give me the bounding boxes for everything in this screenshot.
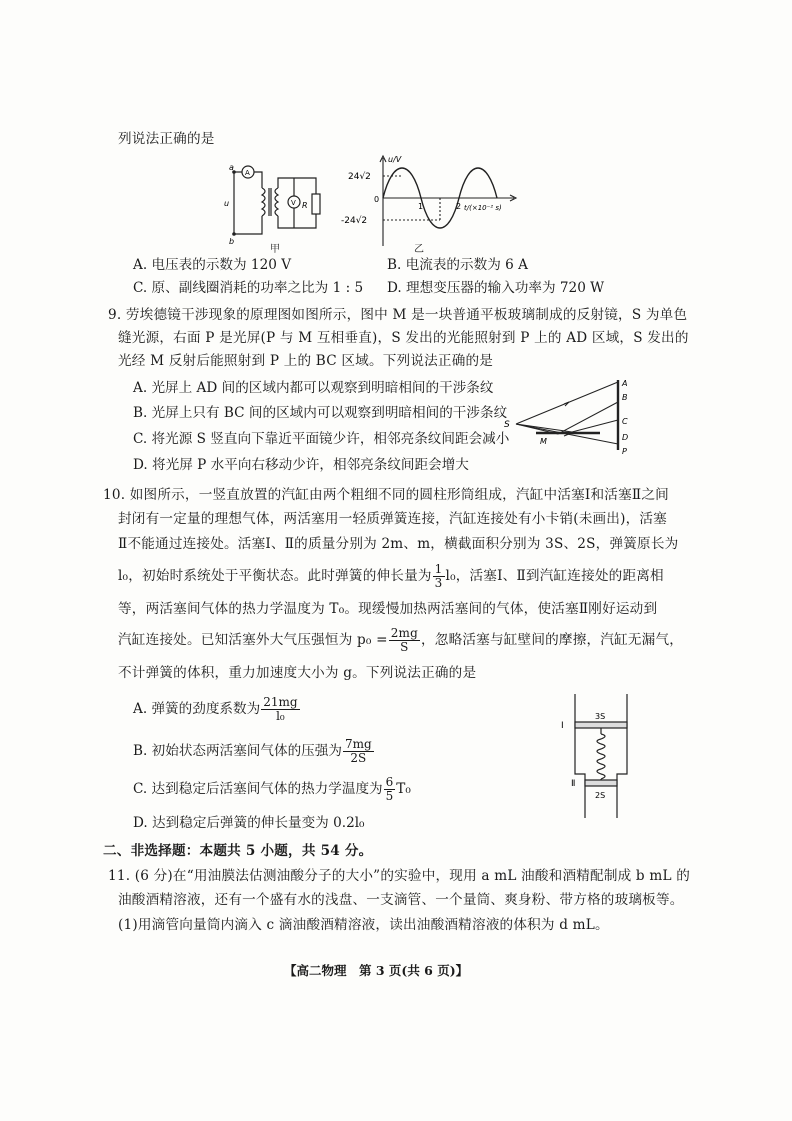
screen-p-label: P <box>622 447 627 456</box>
y-max-label: 24√2 <box>348 172 371 182</box>
q10-stem-line-6 <box>118 627 683 654</box>
q10-option-b <box>133 738 375 765</box>
q10-option-a-fraction <box>261 696 299 723</box>
q10-option-b-fraction <box>343 738 374 765</box>
terminal-a-label: a <box>229 163 234 172</box>
q10-option-a-text: A. 弹簧的劲度系数为 <box>133 701 261 717</box>
q10-stem-line-3: Ⅱ不能通过连接处。活塞Ⅰ、Ⅱ的质量分别为 2m、m，横截面积分别为 3S、2S，弹簧原长为 <box>118 536 679 552</box>
figure-yi-caption: 乙 <box>414 244 424 255</box>
resistor-label: R <box>302 201 308 210</box>
q9-option-d: D. 将光屏 P 水平向右移动少许，相邻亮条纹间距会增大 <box>133 457 469 473</box>
q10-stem-line-4 <box>118 563 664 590</box>
fraction-denominator: S <box>400 640 409 654</box>
fraction-numerator: 7mg <box>344 737 372 751</box>
tick-1-label: 1 <box>418 202 424 211</box>
q11-stem-line-3: (1)用滴管向量筒内滴入 c 滴油酸酒精溶液，读出油酸酒精溶液的体积为 d mL。 <box>118 917 609 933</box>
point-d-label: D <box>622 433 629 442</box>
y-axis-label: u/V <box>388 155 402 164</box>
q9-stem-line-1: 9. 劳埃德镜干涉现象的原理图如图所示，图中 M 是一块普通平板玻璃制成的反射镜，S 为单色 <box>108 307 688 323</box>
fraction-numerator: 2mg <box>390 626 418 640</box>
voltage-u-label: u <box>224 199 230 208</box>
mirror-m-label: M <box>540 437 547 446</box>
q10-option-c-suffix: T₀ <box>396 781 411 797</box>
piston-2-label: Ⅱ <box>571 779 576 789</box>
q9-option-c: C. 将光源 S 竖直向下靠近平面镜少许，相邻亮条纹间距会减小 <box>133 431 510 447</box>
page-footer: 【高二物理 第 3 页(共 6 页)】 <box>284 963 469 978</box>
q10-line6-text-b: ，忽略活塞与缸壁间的摩擦，汽缸无漏气， <box>420 632 684 648</box>
q10-option-a <box>133 696 301 723</box>
area-2s-label: 2S <box>595 791 606 800</box>
fraction-denominator: 3 <box>434 576 443 590</box>
q10-option-c-text: C. 达到稳定后活塞间气体的热力学温度为 <box>133 781 383 797</box>
transformer-circuit-diagram <box>220 162 330 250</box>
q8-option-c: C. 原、副线圈消耗的功率之比为 1 : 5 <box>133 280 364 296</box>
q10-option-b-text: B. 初始状态两活塞间气体的压强为 <box>133 743 342 759</box>
ammeter-icon: A <box>245 169 250 177</box>
figure-jia-caption: 甲 <box>270 244 280 255</box>
q10-stem-line-7: 不计弹簧的体积，重力加速度大小为 g。下列说法正确的是 <box>118 665 477 681</box>
q10-line4-fraction <box>433 563 445 590</box>
q10-stem-line-1: 10. 如图所示，一竖直放置的汽缸由两个粗细不同的圆柱形筒组成，汽缸中活塞Ⅰ和活塞Ⅱ之间 <box>103 487 669 503</box>
q10-stem-line-5: 等，两活塞间气体的热力学温度为 T₀。现缓慢加热两活塞间的气体，使活塞Ⅱ刚好运动到 <box>118 601 658 617</box>
q10-line4-text-b: l₀，活塞Ⅰ、Ⅱ到汽缸连接处的距离相 <box>445 568 664 584</box>
q10-stem-line-2: 封闭有一定量的理想气体，两活塞用一轻质弹簧连接，汽缸连接处有小卡销(未画出)，活塞 <box>118 511 667 527</box>
q10-option-d: D. 达到稳定后弹簧的伸长量变为 0.2l₀ <box>133 815 365 831</box>
q10-line6-fraction <box>389 627 420 654</box>
fraction-numerator: 6 <box>385 775 394 789</box>
point-b-label: B <box>622 393 628 402</box>
y-min-label: -24√2 <box>341 216 368 226</box>
section-2-title: 二、非选择题：本题共 5 小题，共 54 分。 <box>103 843 373 859</box>
q9-stem-line-2: 缝光源，右面 P 是光屏(P 与 M 互相垂直)，S 发出的光能照射到 P 上的 AD 区域，S 发出的 <box>118 330 689 346</box>
q9-stem-line-3: 光经 M 反射后能照射到 P 上的 BC 区域。下列说法正确的是 <box>118 353 494 369</box>
origin-label: 0 <box>374 195 380 204</box>
q10-line6-text-a: 汽缸连接处。已知活塞外大气压强恒为 p₀ = <box>118 632 388 648</box>
q10-option-c <box>133 776 411 803</box>
fraction-denominator: l₀ <box>276 709 285 723</box>
q9-option-a: A. 光屏上 AD 间的区域内都可以观察到明暗相间的干涉条纹 <box>133 380 494 396</box>
point-a-label: A <box>622 379 628 388</box>
q11-stem-line-1: 11. (6 分)在“用油膜法估测油酸分子的大小”的实验中，现用 a mL 油酸和酒精配制成 b mL 的 <box>108 868 690 884</box>
x-axis-label: t/(×10⁻² s) <box>464 204 502 212</box>
q8-option-b: B. 电流表的示数为 6 A <box>387 257 528 273</box>
area-3s-label: 3S <box>595 712 606 721</box>
fraction-denominator: 5 <box>385 789 394 803</box>
q8-option-a: A. 电压表的示数为 120 V <box>133 257 292 273</box>
voltage-waveform-graph <box>338 152 528 252</box>
terminal-b-label: b <box>229 237 235 246</box>
fraction-denominator: 2S <box>350 751 367 765</box>
point-c-label: C <box>622 417 628 426</box>
q10-line4-text-a: l₀，初始时系统处于平衡状态。此时弹簧的伸长量为 <box>118 568 432 584</box>
q11-stem-line-2: 油酸酒精溶液，还有一个盛有水的浅盘、一支滴管、一个量筒、爽身粉、带方格的玻璃板等。 <box>118 892 684 908</box>
fraction-numerator: 21mg <box>263 695 298 709</box>
q10-option-c-fraction <box>384 776 396 803</box>
q8-option-d: D. 理想变压器的输入功率为 720 W <box>387 280 605 296</box>
two-piston-cylinder-diagram <box>555 690 645 820</box>
lead-text: 列说法正确的是 <box>118 131 215 147</box>
voltmeter-icon: V <box>291 199 296 207</box>
tick-2-label: 2 <box>456 202 462 211</box>
fraction-numerator: 1 <box>434 562 443 576</box>
q9-option-b: B. 光屏上只有 BC 间的区域内可以观察到明暗相间的干涉条纹 <box>133 405 508 421</box>
lloyd-mirror-diagram <box>500 374 635 460</box>
source-s-label: S <box>504 420 510 430</box>
piston-1-label: Ⅰ <box>561 721 564 731</box>
